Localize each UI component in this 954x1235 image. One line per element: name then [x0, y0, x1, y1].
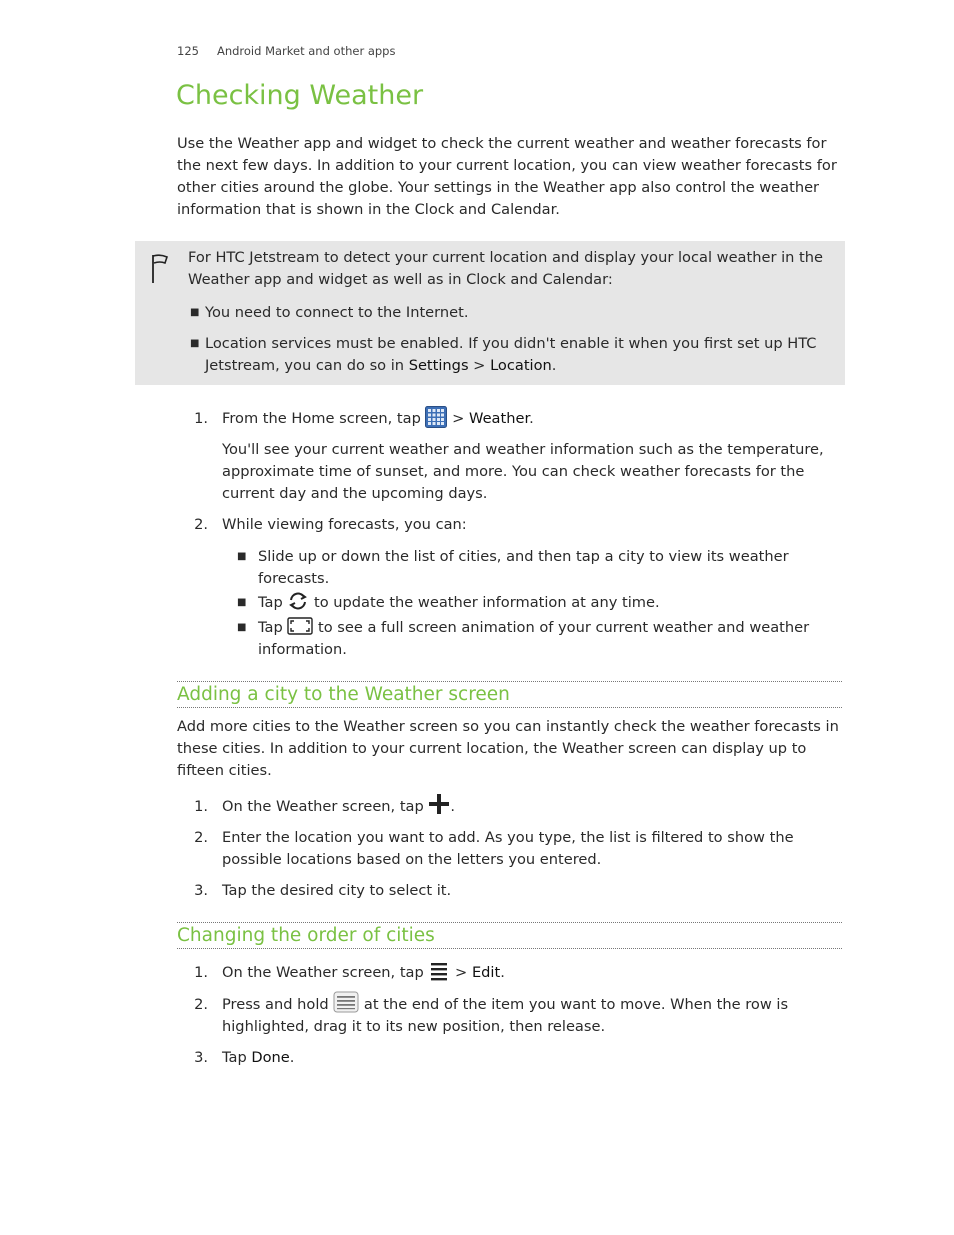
step-1: From the Home screen, tap > Weather.: [222, 408, 842, 430]
bullet-marker: ■: [190, 307, 200, 318]
step-1-detail: You'll see your current weather and weather information such as the temperature, approximate time of sunset, and more. You can check weather forecasts for the current day and the upcoming days.: [222, 441, 824, 502]
location-link: Location: [490, 357, 552, 374]
add-step-1: On the Weather screen, tap .: [222, 796, 842, 818]
step-number: 3.: [194, 1049, 208, 1066]
plus-icon: [428, 793, 450, 815]
note-bullet-1: ■ You need to connect to the Internet.: [188, 302, 828, 324]
edit-link: Edit: [471, 964, 501, 981]
step-number: 1.: [194, 964, 208, 981]
section-heading-add-city: Adding a city to the Weather screen: [177, 681, 842, 708]
flag-icon: [150, 253, 170, 285]
step-number: 2.: [194, 829, 208, 846]
note-text: [188, 247, 828, 377]
fullscreen-icon: [287, 617, 313, 635]
order-step-1: On the Weather screen, tap > Edit.: [222, 962, 842, 984]
add-step-3: Tap the desired city to select it.: [222, 882, 452, 899]
weather-link: Weather: [469, 410, 530, 427]
note-lead: For HTC Jetstream to detect your current location and display your local weather in the Weather app and widget as well as in Clock and Calendar:: [188, 249, 823, 288]
step-number: 2.: [194, 996, 208, 1013]
drag-handle-icon: [333, 991, 359, 1013]
step-number: 1.: [194, 798, 208, 815]
note-box: [135, 241, 845, 385]
step-2: While viewing forecasts, you can:: [222, 516, 467, 533]
intro-paragraph: Use the Weather app and widget to check the current weather and weather forecasts for the next few days. In addition to your current location, you can view weather forecasts for other cities around the globe. Your settings in the Weather app also control the weather information that is shown in the Clock and Calendar.: [177, 135, 837, 218]
step-number: 2.: [194, 516, 208, 533]
list-item: ■ Slide up or down the list of cities, and then tap a city to view its weather forecasts.: [237, 548, 789, 587]
section-name: Android Market and other apps: [216, 44, 396, 58]
order-step-3: Tap Done.: [222, 1049, 295, 1066]
page-header: [177, 44, 395, 58]
all-apps-icon: [425, 406, 447, 428]
order-step-2: Press and hold at the end of the item you want to move. When the row is highlighted, drag it to its new position, then release.: [222, 994, 837, 1038]
step-number: 3.: [194, 882, 208, 899]
step-number: 1.: [194, 410, 208, 427]
settings-link: Settings: [408, 357, 469, 374]
section-heading-change-order: Changing the order of cities: [177, 922, 842, 949]
add-city-intro: Add more cities to the Weather screen so you can instantly check the weather forecasts in these cities. In addition to your current location, the Weather screen can display up to fifteen cities.: [177, 718, 839, 779]
list-item: ■ Tap to update the weather information at any time.: [235, 592, 840, 614]
page-number: 125: [177, 44, 199, 58]
page-title: Checking Weather: [176, 80, 424, 111]
refresh-icon: [287, 591, 309, 611]
add-step-2: Enter the location you want to add. As you type, the list is filtered to show the possible locations based on the letters you entered.: [222, 829, 794, 868]
menu-icon: [428, 961, 450, 981]
note-bullet-2: ■ Location services must be enabled. If you didn't enable it when you first set up HTC Jetstream, you can do so in Settings > Location.: [190, 335, 817, 374]
bullet-marker: ■: [237, 622, 247, 633]
bullet-marker: ■: [190, 338, 200, 349]
bullet-marker: ■: [237, 597, 247, 608]
bullet-marker: ■: [237, 551, 247, 562]
list-item: ■ Tap to see a full screen animation of your current weather and weather information.: [237, 619, 810, 658]
done-link: Done: [251, 1049, 290, 1066]
